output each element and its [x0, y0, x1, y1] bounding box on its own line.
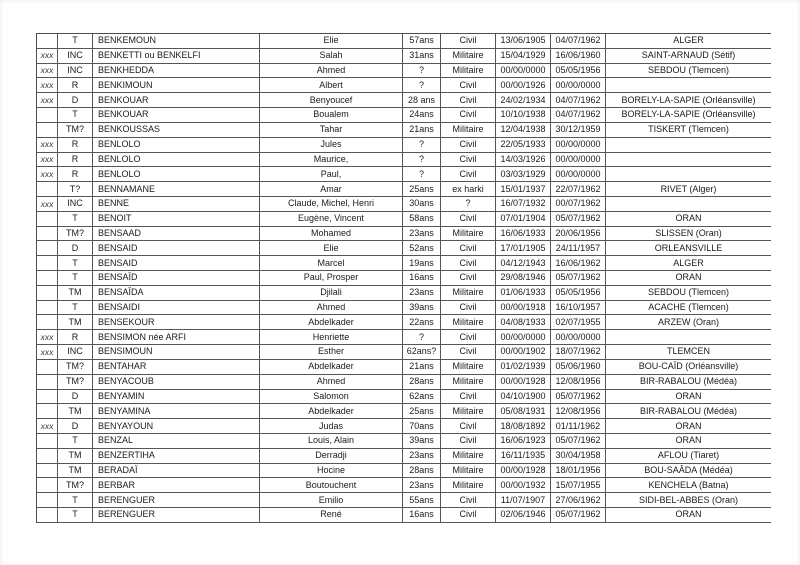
cell-given-names: Claude, Michel, Henri: [260, 197, 403, 212]
cell-death-date: 30/12/1959: [551, 123, 606, 138]
cell-surname: BENNAMANE: [93, 182, 260, 197]
cell-civil-military: Militaire: [441, 286, 496, 301]
cell-civil-military: Civil: [441, 345, 496, 360]
cell-age: 28ans: [403, 464, 441, 479]
cell-age: 58ans: [403, 212, 441, 227]
cell-margin-mark: [37, 256, 58, 271]
cell-age: 21ans: [403, 123, 441, 138]
cell-surname: BENSAID: [93, 241, 260, 256]
cell-given-names: Salah: [260, 49, 403, 64]
cell-status-code: T: [58, 34, 93, 49]
cell-status-code: TM: [58, 315, 93, 330]
cell-status-code: T: [58, 493, 93, 508]
cell-status-code: INC: [58, 345, 93, 360]
cell-status-code: T: [58, 271, 93, 286]
cell-given-names: Elie: [260, 241, 403, 256]
cell-given-names: Emilio: [260, 493, 403, 508]
cell-place: ORLEANSVILLE: [606, 241, 771, 256]
cell-civil-military: Civil: [441, 212, 496, 227]
cell-age: 24ans: [403, 108, 441, 123]
cell-birth-date: 04/10/1900: [496, 390, 551, 405]
cell-death-date: 04/07/1962: [551, 34, 606, 49]
cell-given-names: Benyoucef: [260, 93, 403, 108]
cell-death-date: 30/04/1958: [551, 449, 606, 464]
cell-place: ACACHE (Tlemcen): [606, 301, 771, 316]
cell-place: [606, 167, 771, 182]
cell-margin-mark: xxx: [37, 153, 58, 168]
cell-given-names: Albert: [260, 78, 403, 93]
cell-given-names: Henriette: [260, 330, 403, 345]
cell-given-names: Abdelkader: [260, 404, 403, 419]
cell-age: ?: [403, 78, 441, 93]
cell-given-names: Elie: [260, 34, 403, 49]
cell-birth-date: 00/00/0000: [496, 330, 551, 345]
cell-birth-date: 22/05/1933: [496, 138, 551, 153]
cell-place: [606, 197, 771, 212]
cell-age: 23ans: [403, 227, 441, 242]
cell-civil-military: Civil: [441, 271, 496, 286]
cell-status-code: T?: [58, 182, 93, 197]
cell-birth-date: 15/01/1937: [496, 182, 551, 197]
cell-margin-mark: [37, 271, 58, 286]
cell-status-code: D: [58, 390, 93, 405]
cell-given-names: Louis, Alain: [260, 434, 403, 449]
cell-civil-military: Militaire: [441, 478, 496, 493]
cell-status-code: T: [58, 212, 93, 227]
cell-status-code: TM: [58, 449, 93, 464]
cell-civil-military: Militaire: [441, 64, 496, 79]
cell-birth-date: 04/12/1943: [496, 256, 551, 271]
cell-death-date: 15/07/1955: [551, 478, 606, 493]
cell-death-date: 00/00/0000: [551, 138, 606, 153]
cell-margin-mark: [37, 449, 58, 464]
cell-civil-military: Civil: [441, 508, 496, 523]
cell-place: BOU-SAÂDA (Médéa): [606, 464, 771, 479]
persons-register-table: [36, 33, 771, 523]
cell-civil-military: Militaire: [441, 449, 496, 464]
cell-status-code: TM: [58, 404, 93, 419]
cell-surname: BENYAMIN: [93, 390, 260, 405]
cell-surname: BENKETTI ou BENKELFI: [93, 49, 260, 64]
cell-birth-date: 11/07/1907: [496, 493, 551, 508]
cell-death-date: 16/06/1960: [551, 49, 606, 64]
cell-death-date: 05/07/1962: [551, 390, 606, 405]
cell-place: BOU-CAÏD (Orléansville): [606, 360, 771, 375]
cell-place: TLEMCEN: [606, 345, 771, 360]
cell-place: ORAN: [606, 419, 771, 434]
cell-place: ORAN: [606, 434, 771, 449]
cell-age: ?: [403, 138, 441, 153]
cell-death-date: 00/00/0000: [551, 330, 606, 345]
cell-given-names: Marcel: [260, 256, 403, 271]
cell-birth-date: 16/06/1933: [496, 227, 551, 242]
cell-surname: BENSEKOUR: [93, 315, 260, 330]
cell-surname: BERADAÏ: [93, 464, 260, 479]
cell-surname: BENSAAD: [93, 227, 260, 242]
cell-death-date: 12/08/1956: [551, 375, 606, 390]
cell-surname: BENYACOUB: [93, 375, 260, 390]
cell-birth-date: 00/00/0000: [496, 64, 551, 79]
cell-margin-mark: [37, 478, 58, 493]
cell-given-names: Ahmed: [260, 375, 403, 390]
cell-death-date: 00/00/0000: [551, 167, 606, 182]
cell-margin-mark: [37, 434, 58, 449]
cell-age: 39ans: [403, 301, 441, 316]
cell-age: 22ans: [403, 315, 441, 330]
cell-margin-mark: [37, 212, 58, 227]
cell-death-date: 05/06/1960: [551, 360, 606, 375]
cell-civil-military: ex harki: [441, 182, 496, 197]
cell-death-date: 16/10/1957: [551, 301, 606, 316]
cell-given-names: René: [260, 508, 403, 523]
cell-civil-military: Civil: [441, 434, 496, 449]
cell-death-date: 00/00/0000: [551, 78, 606, 93]
cell-given-names: Jules: [260, 138, 403, 153]
cell-status-code: TM?: [58, 123, 93, 138]
cell-margin-mark: xxx: [37, 345, 58, 360]
cell-given-names: Eugène, Vincent: [260, 212, 403, 227]
cell-given-names: Mohamed: [260, 227, 403, 242]
cell-status-code: T: [58, 434, 93, 449]
cell-place: RIVET (Alger): [606, 182, 771, 197]
cell-surname: BENTAHAR: [93, 360, 260, 375]
cell-birth-date: 01/02/1939: [496, 360, 551, 375]
cell-given-names: Maurice,: [260, 153, 403, 168]
cell-death-date: 24/11/1957: [551, 241, 606, 256]
cell-place: [606, 330, 771, 345]
cell-place: SEBDOU (Tlemcen): [606, 286, 771, 301]
cell-civil-military: Civil: [441, 390, 496, 405]
cell-birth-date: 01/06/1933: [496, 286, 551, 301]
cell-surname: BENSAÏDA: [93, 286, 260, 301]
cell-age: 62ans: [403, 390, 441, 405]
cell-place: ORAN: [606, 390, 771, 405]
cell-status-code: TM?: [58, 360, 93, 375]
cell-status-code: T: [58, 508, 93, 523]
cell-civil-military: Militaire: [441, 464, 496, 479]
cell-age: 23ans: [403, 449, 441, 464]
cell-status-code: TM?: [58, 227, 93, 242]
cell-death-date: 00/07/1962: [551, 197, 606, 212]
cell-place: ORAN: [606, 271, 771, 286]
cell-margin-mark: xxx: [37, 330, 58, 345]
cell-status-code: INC: [58, 49, 93, 64]
cell-status-code: INC: [58, 197, 93, 212]
cell-given-names: Esther: [260, 345, 403, 360]
cell-civil-military: Civil: [441, 138, 496, 153]
cell-civil-military: Civil: [441, 153, 496, 168]
cell-status-code: TM?: [58, 478, 93, 493]
cell-death-date: 04/07/1962: [551, 108, 606, 123]
cell-status-code: R: [58, 330, 93, 345]
cell-surname: BENNE: [93, 197, 260, 212]
cell-given-names: Abdelkader: [260, 360, 403, 375]
cell-age: 25ans: [403, 182, 441, 197]
cell-place: [606, 138, 771, 153]
cell-margin-mark: xxx: [37, 78, 58, 93]
cell-place: ORAN: [606, 508, 771, 523]
cell-surname: BENSAIDI: [93, 301, 260, 316]
cell-civil-military: ?: [441, 197, 496, 212]
cell-margin-mark: [37, 360, 58, 375]
cell-surname: BENSIMOUN: [93, 345, 260, 360]
cell-age: 31ans: [403, 49, 441, 64]
cell-margin-mark: [37, 286, 58, 301]
cell-given-names: Paul,: [260, 167, 403, 182]
cell-margin-mark: xxx: [37, 419, 58, 434]
cell-surname: BENZAL: [93, 434, 260, 449]
cell-surname: BENSAÏD: [93, 271, 260, 286]
cell-birth-date: 00/00/1918: [496, 301, 551, 316]
cell-surname: BENOIT: [93, 212, 260, 227]
cell-surname: BENLOLO: [93, 167, 260, 182]
cell-place: SIDI-BEL-ABBES (Oran): [606, 493, 771, 508]
cell-age: 39ans: [403, 434, 441, 449]
cell-surname: BENKOUAR: [93, 93, 260, 108]
cell-birth-date: 12/04/1938: [496, 123, 551, 138]
cell-given-names: Judas: [260, 419, 403, 434]
cell-margin-mark: [37, 34, 58, 49]
cell-civil-military: Civil: [441, 241, 496, 256]
cell-birth-date: 00/00/1928: [496, 464, 551, 479]
cell-death-date: 27/06/1962: [551, 493, 606, 508]
cell-birth-date: 13/06/1905: [496, 34, 551, 49]
cell-birth-date: 15/04/1929: [496, 49, 551, 64]
cell-given-names: Tahar: [260, 123, 403, 138]
cell-civil-military: Civil: [441, 93, 496, 108]
cell-death-date: 18/07/1962: [551, 345, 606, 360]
cell-civil-military: Militaire: [441, 49, 496, 64]
cell-margin-mark: [37, 390, 58, 405]
cell-given-names: Abdelkader: [260, 315, 403, 330]
cell-status-code: INC: [58, 64, 93, 79]
cell-age: ?: [403, 167, 441, 182]
cell-age: 21ans: [403, 360, 441, 375]
cell-given-names: Ahmed: [260, 64, 403, 79]
cell-surname: BENSIMON née ARFI: [93, 330, 260, 345]
cell-margin-mark: [37, 508, 58, 523]
cell-birth-date: 02/06/1946: [496, 508, 551, 523]
cell-birth-date: 24/02/1934: [496, 93, 551, 108]
cell-death-date: 02/07/1955: [551, 315, 606, 330]
cell-birth-date: 29/08/1946: [496, 271, 551, 286]
cell-place: AFLOU (Tiaret): [606, 449, 771, 464]
cell-age: 62ans?: [403, 345, 441, 360]
cell-given-names: Amar: [260, 182, 403, 197]
cell-margin-mark: xxx: [37, 49, 58, 64]
cell-surname: BENKEMOUN: [93, 34, 260, 49]
cell-death-date: 01/11/1962: [551, 419, 606, 434]
cell-status-code: R: [58, 78, 93, 93]
cell-age: 16ans: [403, 508, 441, 523]
cell-surname: BENKIMOUN: [93, 78, 260, 93]
cell-status-code: TM: [58, 464, 93, 479]
cell-death-date: 05/05/1956: [551, 64, 606, 79]
cell-death-date: 22/07/1962: [551, 182, 606, 197]
cell-margin-mark: [37, 108, 58, 123]
cell-civil-military: Civil: [441, 108, 496, 123]
cell-place: SLISSEN (Oran): [606, 227, 771, 242]
cell-given-names: Boutouchent: [260, 478, 403, 493]
cell-civil-military: Militaire: [441, 227, 496, 242]
cell-age: ?: [403, 330, 441, 345]
cell-death-date: 16/06/1962: [551, 256, 606, 271]
cell-birth-date: 05/08/1931: [496, 404, 551, 419]
cell-age: 25ans: [403, 404, 441, 419]
cell-surname: BENKOUSSAS: [93, 123, 260, 138]
cell-birth-date: 00/00/1902: [496, 345, 551, 360]
cell-margin-mark: [37, 464, 58, 479]
cell-status-code: D: [58, 241, 93, 256]
cell-age: 57ans: [403, 34, 441, 49]
cell-place: BORELY-LA-SAPIE (Orléansville): [606, 108, 771, 123]
cell-margin-mark: [37, 301, 58, 316]
cell-age: 23ans: [403, 478, 441, 493]
cell-place: ALGER: [606, 34, 771, 49]
cell-age: 28 ans: [403, 93, 441, 108]
cell-place: BIR-RABALOU (Médéa): [606, 404, 771, 419]
cell-status-code: T: [58, 256, 93, 271]
cell-birth-date: 16/11/1935: [496, 449, 551, 464]
cell-given-names: Boualem: [260, 108, 403, 123]
cell-death-date: 00/00/0000: [551, 153, 606, 168]
cell-margin-mark: [37, 227, 58, 242]
cell-death-date: 12/08/1956: [551, 404, 606, 419]
cell-margin-mark: [37, 315, 58, 330]
cell-birth-date: 16/06/1923: [496, 434, 551, 449]
cell-civil-military: Militaire: [441, 375, 496, 390]
cell-age: 19ans: [403, 256, 441, 271]
cell-place: ARZEW (Oran): [606, 315, 771, 330]
cell-given-names: Djilali: [260, 286, 403, 301]
cell-given-names: Derradji: [260, 449, 403, 464]
cell-margin-mark: xxx: [37, 93, 58, 108]
cell-age: 55ans: [403, 493, 441, 508]
cell-age: 16ans: [403, 271, 441, 286]
cell-status-code: TM?: [58, 375, 93, 390]
cell-margin-mark: xxx: [37, 64, 58, 79]
cell-birth-date: 00/00/1928: [496, 375, 551, 390]
cell-age: 30ans: [403, 197, 441, 212]
cell-civil-military: Civil: [441, 330, 496, 345]
cell-given-names: Ahmed: [260, 301, 403, 316]
cell-status-code: R: [58, 167, 93, 182]
cell-status-code: T: [58, 108, 93, 123]
cell-age: ?: [403, 64, 441, 79]
cell-place: TISKERT (Tlemcen): [606, 123, 771, 138]
cell-birth-date: 07/01/1904: [496, 212, 551, 227]
cell-place: ORAN: [606, 212, 771, 227]
cell-birth-date: 18/08/1892: [496, 419, 551, 434]
cell-margin-mark: xxx: [37, 197, 58, 212]
cell-civil-military: Civil: [441, 167, 496, 182]
cell-status-code: R: [58, 138, 93, 153]
cell-birth-date: 10/10/1938: [496, 108, 551, 123]
cell-civil-military: Civil: [441, 493, 496, 508]
cell-surname: BENYAMINA: [93, 404, 260, 419]
cell-civil-military: Civil: [441, 256, 496, 271]
cell-status-code: D: [58, 93, 93, 108]
cell-place: KENCHELA (Batna): [606, 478, 771, 493]
cell-death-date: 04/07/1962: [551, 93, 606, 108]
cell-surname: BENKHEDDA: [93, 64, 260, 79]
cell-death-date: 05/07/1962: [551, 508, 606, 523]
cell-birth-date: 00/00/1932: [496, 478, 551, 493]
cell-margin-mark: [37, 182, 58, 197]
cell-birth-date: 16/07/1932: [496, 197, 551, 212]
cell-surname: BERBAR: [93, 478, 260, 493]
cell-death-date: 05/07/1962: [551, 212, 606, 227]
cell-civil-military: Civil: [441, 419, 496, 434]
cell-death-date: 20/06/1956: [551, 227, 606, 242]
cell-civil-military: Civil: [441, 301, 496, 316]
cell-age: ?: [403, 153, 441, 168]
cell-margin-mark: [37, 241, 58, 256]
cell-death-date: 05/07/1962: [551, 434, 606, 449]
cell-age: 23ans: [403, 286, 441, 301]
cell-surname: BENZERTIHA: [93, 449, 260, 464]
cell-birth-date: 00/00/1926: [496, 78, 551, 93]
cell-margin-mark: [37, 375, 58, 390]
cell-civil-military: Militaire: [441, 404, 496, 419]
cell-status-code: D: [58, 419, 93, 434]
cell-birth-date: 03/03/1929: [496, 167, 551, 182]
cell-given-names: Paul, Prosper: [260, 271, 403, 286]
cell-surname: BERENGUER: [93, 493, 260, 508]
cell-birth-date: 17/01/1905: [496, 241, 551, 256]
cell-status-code: T: [58, 301, 93, 316]
cell-surname: BENLOLO: [93, 153, 260, 168]
cell-civil-military: Militaire: [441, 315, 496, 330]
cell-surname: BENKOUAR: [93, 108, 260, 123]
cell-place: ALGER: [606, 256, 771, 271]
cell-civil-military: Militaire: [441, 123, 496, 138]
cell-death-date: 05/05/1956: [551, 286, 606, 301]
cell-surname: BENLOLO: [93, 138, 260, 153]
cell-margin-mark: xxx: [37, 167, 58, 182]
cell-surname: BERENGUER: [93, 508, 260, 523]
cell-margin-mark: [37, 123, 58, 138]
cell-margin-mark: xxx: [37, 138, 58, 153]
cell-civil-military: Civil: [441, 34, 496, 49]
cell-margin-mark: [37, 493, 58, 508]
cell-death-date: 05/07/1962: [551, 271, 606, 286]
cell-given-names: Hocine: [260, 464, 403, 479]
cell-place: SAINT-ARNAUD (Sétif): [606, 49, 771, 64]
cell-surname: BENYAYOUN: [93, 419, 260, 434]
cell-birth-date: 14/03/1926: [496, 153, 551, 168]
cell-surname: BENSAID: [93, 256, 260, 271]
cell-age: 70ans: [403, 419, 441, 434]
cell-place: BORELY-LA-SAPIE (Orléansville): [606, 93, 771, 108]
cell-margin-mark: [37, 404, 58, 419]
cell-death-date: 18/01/1956: [551, 464, 606, 479]
cell-civil-military: Militaire: [441, 360, 496, 375]
cell-age: 28ans: [403, 375, 441, 390]
cell-birth-date: 04/08/1933: [496, 315, 551, 330]
cell-place: BIR-RABALOU (Médéa): [606, 375, 771, 390]
cell-place: SEBDOU (Tlemcen): [606, 64, 771, 79]
cell-civil-military: Civil: [441, 78, 496, 93]
cell-place: [606, 78, 771, 93]
cell-given-names: Salomon: [260, 390, 403, 405]
cell-place: [606, 153, 771, 168]
cell-age: 52ans: [403, 241, 441, 256]
cell-status-code: TM: [58, 286, 93, 301]
cell-status-code: R: [58, 153, 93, 168]
